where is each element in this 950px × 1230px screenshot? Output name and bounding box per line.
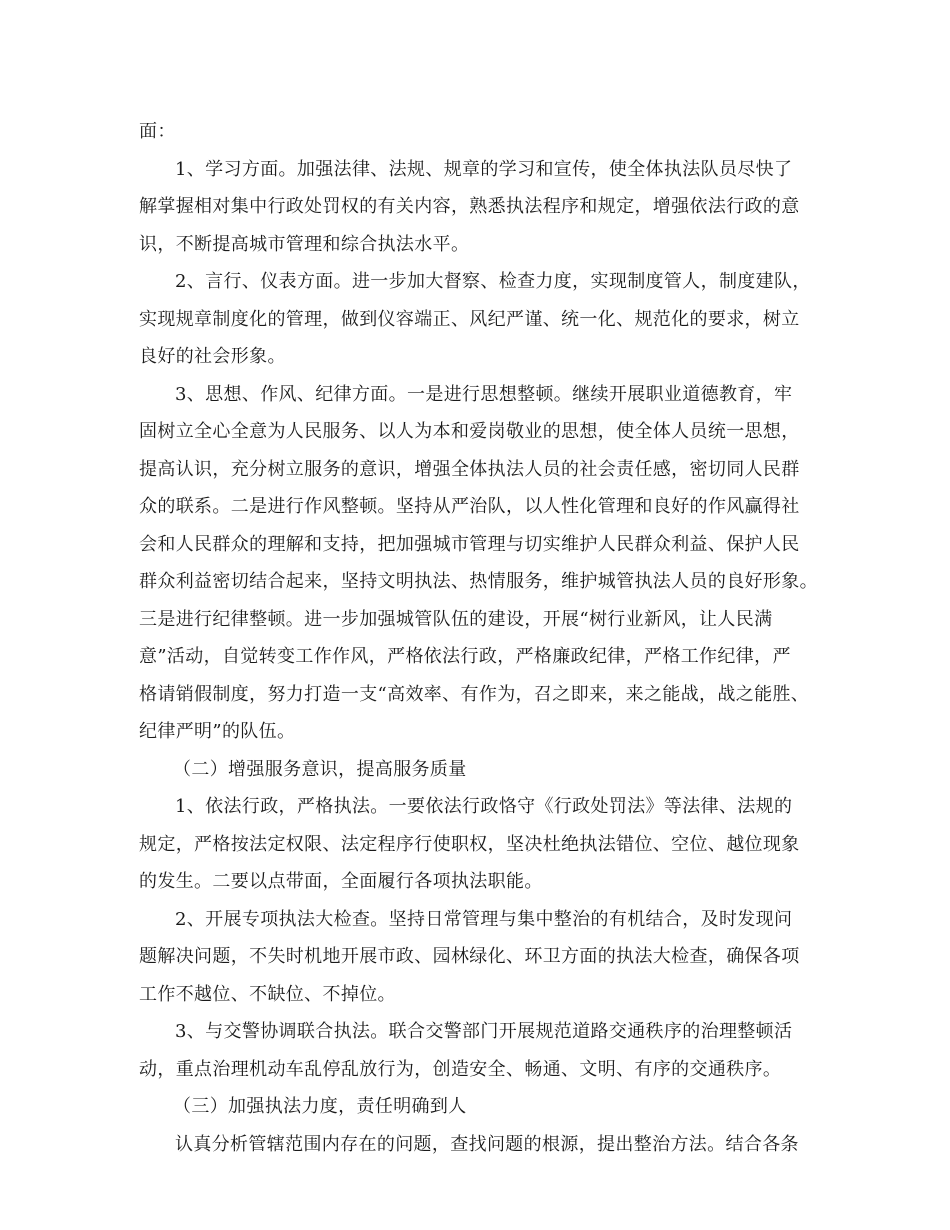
text-line: 众的联系。二是进行作风整顿。坚持从严治队，以人性化管理和良好的作风赢得社 — [139, 496, 800, 517]
text-line: 3、与交警协调联合执法。联合交警部门开展规范道路交通秩序的治理整顿活 — [175, 1021, 793, 1042]
text-line: 固树立全心全意为人民服务、以人为本和爱岗敬业的思想，使全体人员统一思想， — [139, 421, 800, 442]
text-line: 识，不断提高城市管理和综合执法水平。 — [139, 233, 470, 255]
text-line: 面： — [139, 121, 176, 142]
text-line: 3、思想、作风、纪律方面。一是进行思想整顿。继续开展职业道德教育，牢 — [175, 383, 793, 405]
text-line: 2、开展专项执法大检查。坚持日常管理与集中整治的有机结合，及时发现问 — [175, 908, 793, 930]
document-body — [139, 113, 829, 1163]
text-line: 动，重点治理机动车乱停乱放行为，创造安全、畅通、文明、有序的交通秩序。 — [139, 1058, 782, 1080]
text-line: 1、学习方面。加强法律、法规、规章的学习和宣传，使全体执法队员尽快了 — [175, 158, 793, 180]
section-heading: （三）加强执法力度，责任明确到人 — [173, 1096, 467, 1117]
text-line: 提高认识，充分树立服务的意识，增强全体执法人员的社会责任感，密切同人民群 — [139, 458, 800, 480]
text-line: 规定，严格按法定权限、法定程序行使职权，坚决杜绝执法错位、空位、越位现象 — [139, 833, 800, 855]
text-line: 认真分析管辖范围内存在的问题，查找问题的根源，提出整治方法。结合各条 — [175, 1133, 799, 1155]
text-line: 工作不越位、不缺位、不掉位。 — [139, 983, 396, 1005]
text-line: 1、依法行政，严格执法。一要依法行政恪守《行政处罚法》等法律、法规的 — [175, 796, 793, 817]
text-line: 会和人民群众的理解和支持，把加强城市管理与切实维护人民群众利益、保护人民 — [139, 533, 800, 555]
text-line: 纪律严明”的队伍。 — [139, 721, 296, 742]
section-heading: （二）增强服务意识，提高服务质量 — [173, 758, 467, 780]
text-line: 意”活动，自觉转变工作作风，严格依法行政，严格廉政纪律，严格工作纪律，严 — [139, 646, 791, 667]
text-line: 群众利益密切结合起来，坚持文明执法、热情服务，维护城管执法人员的良好形象。 — [139, 571, 818, 592]
text-line: 良好的社会形象。 — [139, 346, 286, 367]
text-line: 三是进行纪律整顿。进一步加强城管队伍的建设，开展“树行业新风，让人民满 — [139, 608, 773, 630]
text-line: 题解决问题，不失时机地开展市政、园林绿化、环卫方面的执法大检查，确保各项 — [139, 946, 800, 967]
text-line: 的发生。二要以点带面，全面履行各项执法职能。 — [139, 871, 543, 892]
text-line: 2、言行、仪表方面。进一步加大督察、检查力度，实现制度管人，制度建队， — [175, 271, 811, 292]
text-line: 实现规章制度化的管理，做到仪容端正、风纪严谨、统一化、规范化的要求，树立 — [139, 308, 800, 330]
text-line: 解掌握相对集中行政处罚权的有关内容，熟悉执法程序和规定，增强依法行政的意 — [139, 196, 800, 217]
text-line: 格请销假制度，努力打造一支“高效率、有作为，召之即来，来之能战，战之能胜、 — [139, 683, 810, 705]
